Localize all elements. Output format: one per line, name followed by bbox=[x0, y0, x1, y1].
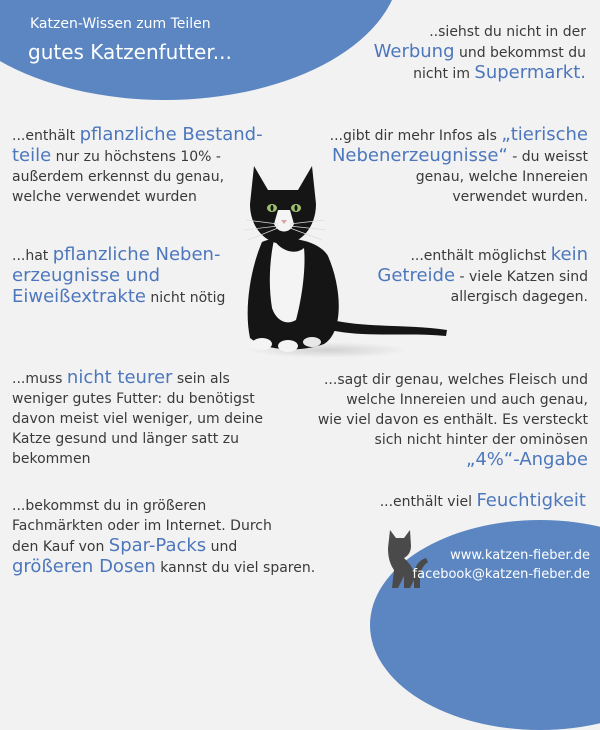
body-text: ..siehst du nicht in der bbox=[429, 24, 586, 40]
body-text: ...hat bbox=[12, 248, 53, 264]
body-text: Katze gesund und länger satt zu bbox=[12, 431, 239, 447]
body-text: allergisch dagegen. bbox=[450, 289, 588, 305]
body-text: Fachmärkten oder im Internet. Durch bbox=[12, 518, 272, 534]
body-text: welche Innereien und auch genau, bbox=[346, 392, 588, 408]
body-text: kannst du viel sparen. bbox=[155, 560, 316, 576]
tip-spar-packs bbox=[12, 496, 342, 578]
body-text: ...sagt dir genau, welches Fleisch und bbox=[323, 372, 588, 388]
highlight-text: Eiweißextrakte bbox=[12, 286, 146, 307]
tip-line bbox=[12, 287, 252, 308]
body-text: nicht nötig bbox=[145, 290, 226, 306]
highlight-text: Getreide bbox=[377, 265, 456, 286]
highlight-text: pflanzliche Bestand- bbox=[79, 124, 263, 145]
body-text: ...gibt dir mehr Infos als bbox=[329, 128, 502, 144]
tip-line bbox=[12, 266, 252, 287]
tip-line bbox=[288, 430, 588, 450]
tip-line bbox=[12, 409, 282, 429]
body-text: außerdem erkennst du genau, bbox=[12, 169, 225, 185]
footer bbox=[413, 546, 590, 584]
body-text: weniger gutes Futter: du benötigst bbox=[12, 391, 255, 407]
tip-line bbox=[12, 368, 282, 389]
body-text: wie viel davon es enthält. Es versteckt bbox=[317, 412, 588, 428]
highlight-text: pflanzliche Neben- bbox=[52, 244, 221, 265]
body-text: davon meist viel weniger, um deine bbox=[12, 411, 263, 427]
tip-fleisch bbox=[288, 370, 588, 471]
highlight-text: Feuchtigkeit bbox=[476, 490, 586, 511]
tip-feuchtigkeit bbox=[346, 491, 586, 512]
body-text: ...enthält viel bbox=[379, 494, 477, 510]
tip-line bbox=[12, 429, 282, 449]
tip-line bbox=[12, 449, 282, 469]
highlight-text: Nebenerzeugnisse“ bbox=[331, 145, 508, 166]
header-subtitle: Katzen-Wissen zum Teilen bbox=[30, 16, 211, 32]
body-text: den Kauf von bbox=[12, 539, 109, 555]
highlight-text: teile bbox=[12, 145, 52, 166]
tip-line bbox=[306, 63, 586, 84]
highlight-text: Werbung bbox=[373, 41, 455, 62]
body-text: - du weisst bbox=[507, 149, 588, 165]
body-text: ...enthält möglichst bbox=[410, 248, 551, 264]
body-text: bekommen bbox=[12, 451, 91, 467]
tip-line bbox=[308, 125, 588, 146]
highlight-text: erzeugnisse und bbox=[12, 265, 161, 286]
highlight-text: größeren Dosen bbox=[12, 556, 156, 577]
body-text: ...bekommst du in größeren bbox=[12, 498, 207, 514]
body-text: ...muss bbox=[12, 371, 67, 387]
highlight-text: Supermarkt. bbox=[474, 62, 586, 83]
highlight-text: nicht teurer bbox=[66, 367, 173, 388]
header-title: gutes Katzenfutter... bbox=[28, 40, 232, 64]
body-text: und bekommst du bbox=[454, 45, 586, 61]
tip-line bbox=[288, 410, 588, 430]
body-text: nur zu höchstens 10% - bbox=[51, 149, 221, 165]
tip-line bbox=[306, 22, 586, 42]
body-text: genau, welche Innereien bbox=[415, 169, 588, 185]
highlight-text: Spar-Packs bbox=[108, 535, 207, 556]
tip-line bbox=[306, 42, 586, 63]
tip-line bbox=[288, 450, 588, 471]
tip-line bbox=[12, 536, 342, 557]
facebook-link[interactable]: facebook@katzen-fieber.de bbox=[412, 567, 590, 582]
tip-line bbox=[288, 370, 588, 390]
tip-line bbox=[12, 389, 282, 409]
body-text: und bbox=[206, 539, 238, 555]
tip-line bbox=[12, 125, 282, 146]
highlight-text: „tierische bbox=[501, 124, 588, 145]
tip-line bbox=[12, 516, 342, 536]
body-text: sich nicht hinter der ominösen bbox=[374, 432, 588, 448]
highlight-text: „4%“-Angabe bbox=[466, 449, 588, 470]
tip-line bbox=[346, 491, 586, 512]
tip-line bbox=[12, 557, 342, 578]
tip-nicht-teurer bbox=[12, 368, 282, 469]
body-text: welche verwendet wurden bbox=[12, 189, 197, 205]
body-text: verwendet wurden. bbox=[452, 189, 588, 205]
body-text: sein als bbox=[172, 371, 230, 387]
tip-line bbox=[12, 496, 342, 516]
body-text: ...enthält bbox=[12, 128, 80, 144]
tip-nebenerzeugnisse bbox=[12, 245, 252, 308]
body-text: - viele Katzen sind bbox=[455, 269, 588, 285]
tip-line bbox=[288, 390, 588, 410]
website-link[interactable]: www.katzen-fieber.de bbox=[450, 548, 590, 563]
highlight-text: kein bbox=[550, 244, 588, 265]
cat-photo bbox=[232, 160, 452, 360]
tip-line bbox=[12, 245, 252, 266]
tip-werbung bbox=[306, 22, 586, 84]
body-text: nicht im bbox=[413, 66, 475, 82]
